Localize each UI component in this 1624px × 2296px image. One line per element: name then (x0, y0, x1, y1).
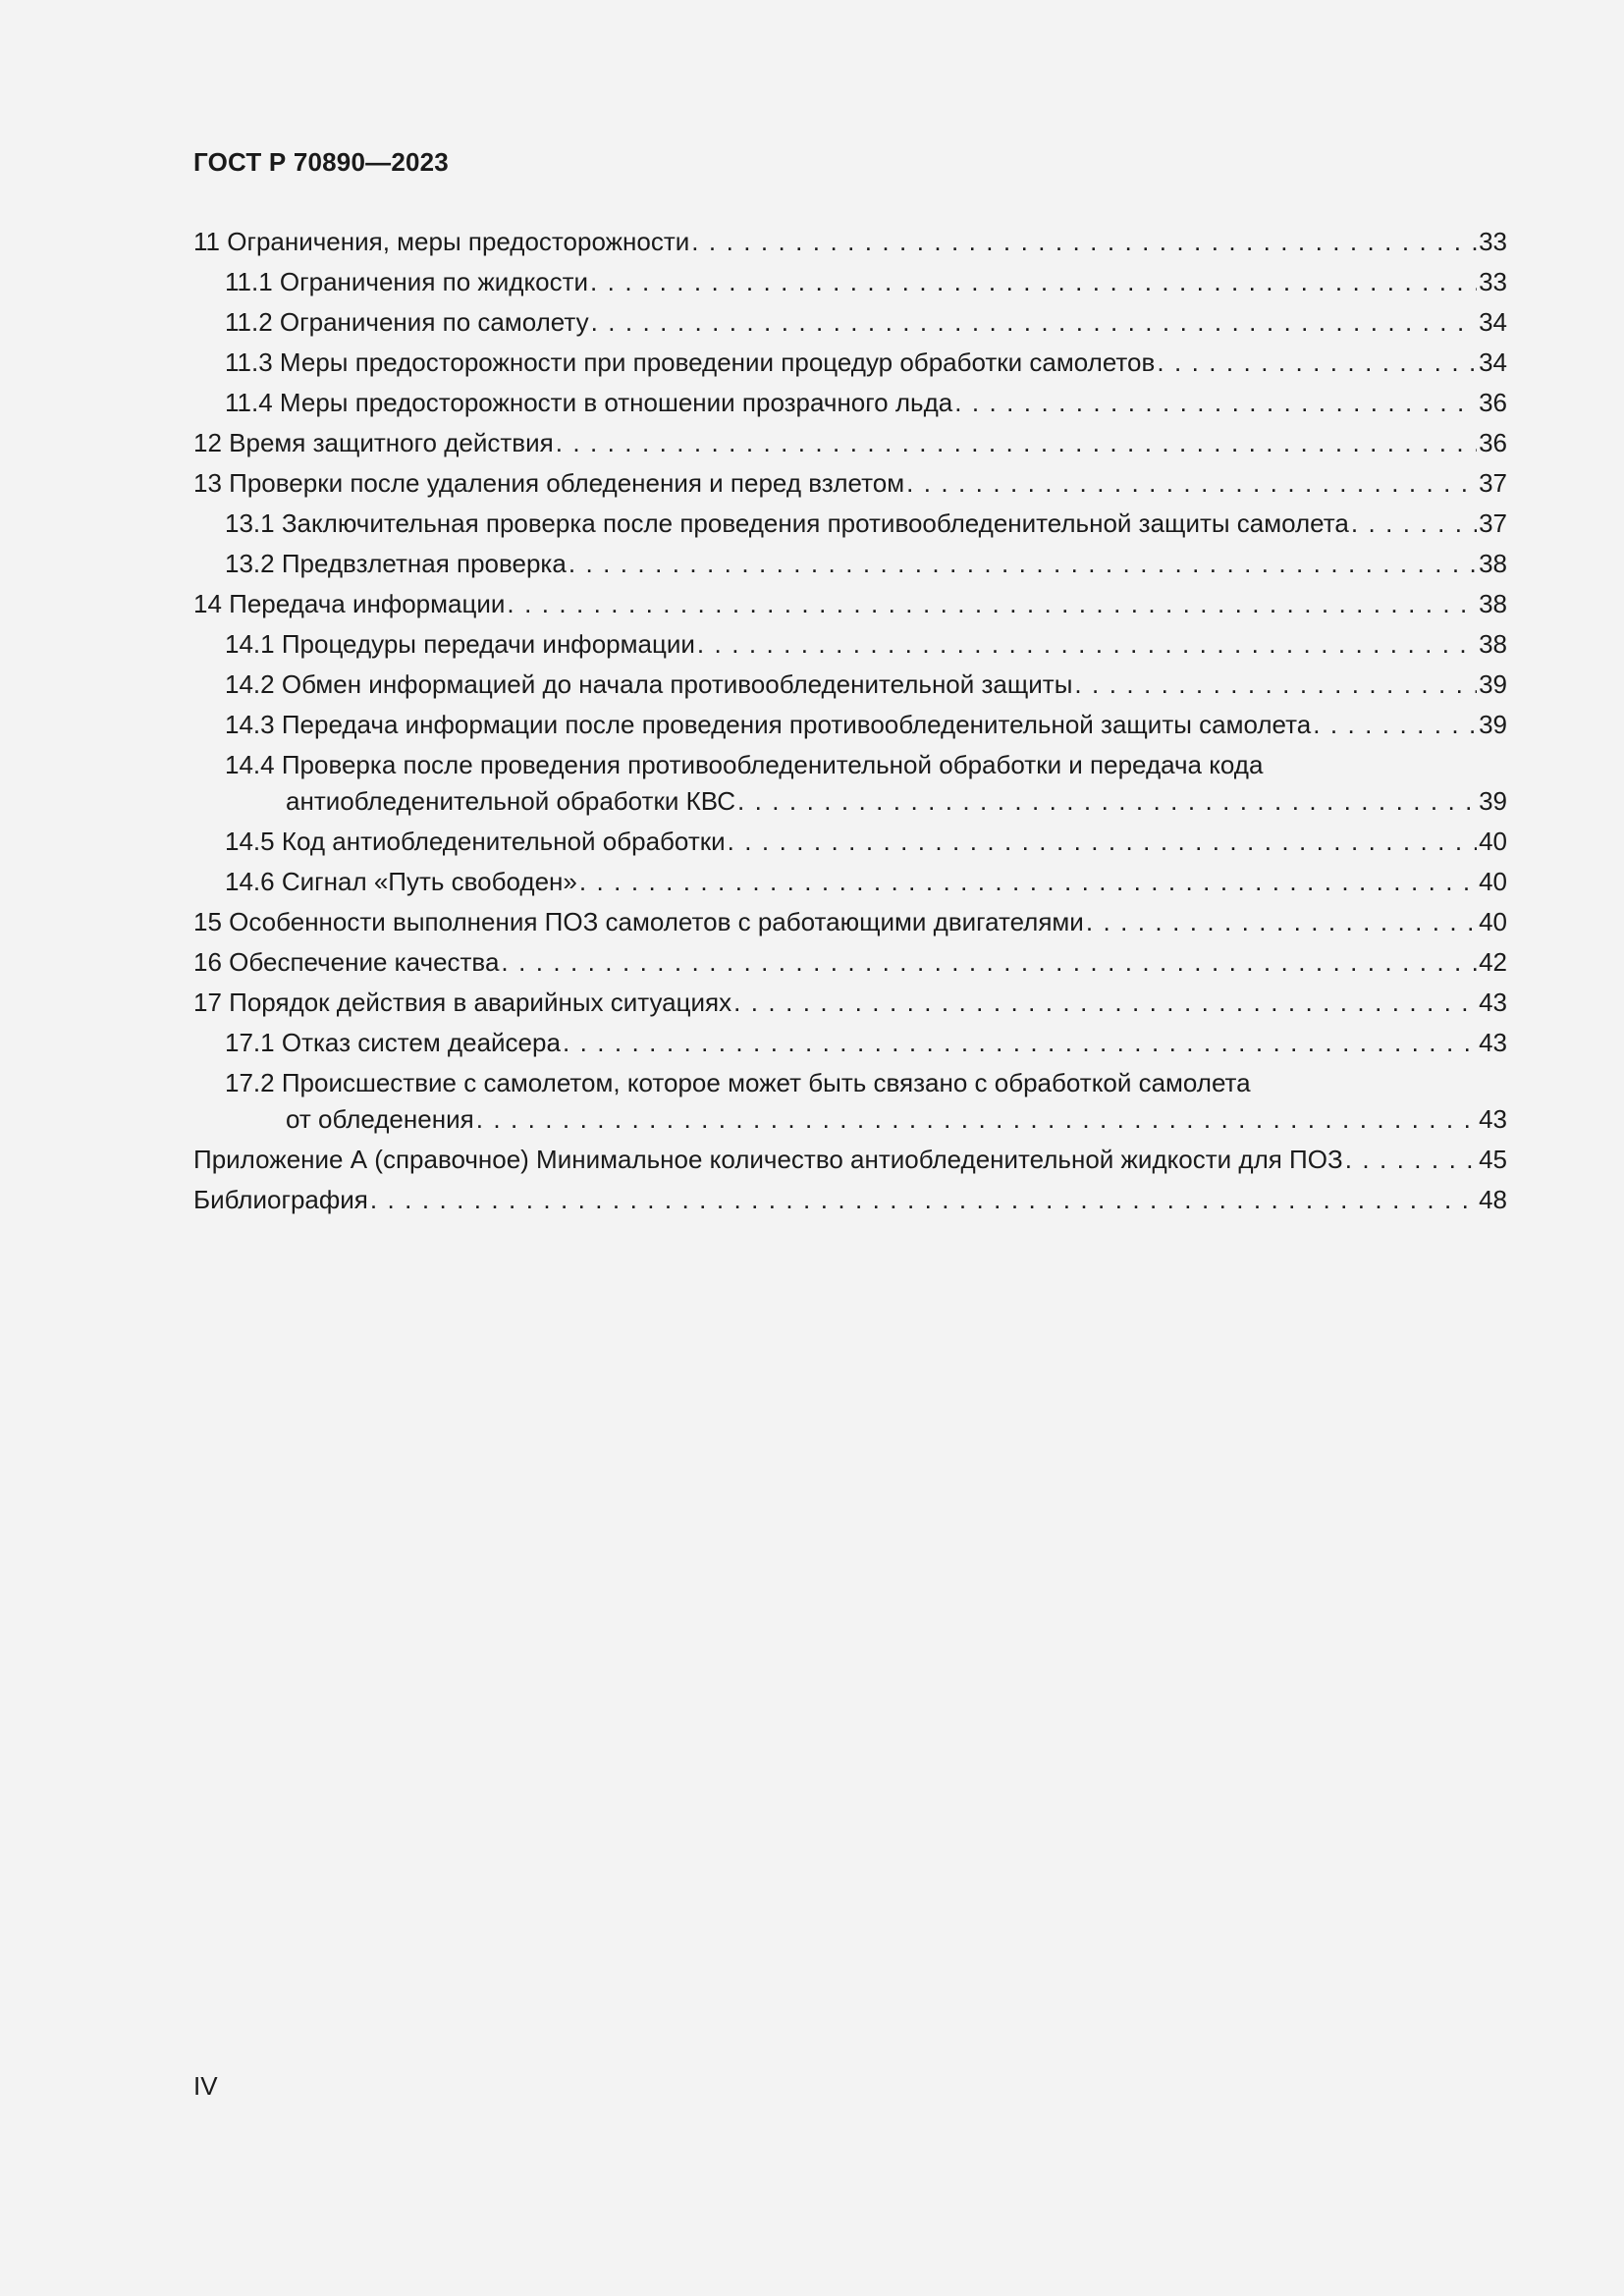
toc-entry[interactable] (193, 665, 1507, 705)
toc-entry[interactable] (193, 343, 1507, 383)
toc-leader-dots (507, 584, 1477, 624)
toc-leader-dots (737, 781, 1477, 822)
toc-leader-dots (370, 1180, 1477, 1220)
toc-entry-title: 17.1 Отказ систем деайсера (225, 1028, 561, 1057)
toc-entry-title: 14.1 Процедуры передачи информации (225, 629, 695, 659)
toc-leader-dots (476, 1099, 1477, 1140)
toc-entry-title: 15 Особенности выполнения ПОЗ самолетов с работающими двигателями (193, 907, 1084, 936)
toc-leader-dots (556, 423, 1477, 463)
toc-page-number: 38 (1479, 549, 1507, 578)
toc-page-number: 43 (1479, 1104, 1507, 1134)
toc-entry[interactable] (193, 705, 1507, 745)
toc-leader-dots (1351, 504, 1477, 544)
toc-leader-dots (1086, 902, 1477, 942)
toc-page-number: 38 (1479, 589, 1507, 618)
toc-leader-dots (579, 862, 1477, 902)
toc-leader-dots (1345, 1140, 1477, 1180)
toc-entry-title: 14.3 Передача информации после проведения противообледенительной защиты самолета (225, 710, 1312, 739)
toc-page-number: 33 (1479, 227, 1507, 256)
toc-entry[interactable] (193, 902, 1507, 942)
toc-page-number: 42 (1479, 947, 1507, 977)
toc-entry-title: 14.2 Обмен информацией до начала противообледенительной защиты (225, 669, 1073, 699)
toc-entry-title: Библиография (193, 1185, 368, 1214)
toc-entry[interactable] (193, 423, 1507, 463)
toc-entry[interactable] (193, 463, 1507, 504)
toc-leader-dots (691, 222, 1477, 262)
toc-entry-title: 17 Порядок действия в аварийных ситуациях (193, 988, 732, 1017)
toc-entry-title: 14.6 Сигнал «Путь свободен» (225, 867, 577, 896)
toc-page-number: 43 (1479, 988, 1507, 1017)
toc-entry-appendix[interactable] (193, 1140, 1507, 1180)
toc-leader-dots (733, 983, 1477, 1023)
toc-entry-title: 14 Передача информации (193, 589, 506, 618)
toc-entry[interactable] (193, 504, 1507, 544)
toc-entry[interactable] (193, 942, 1507, 983)
toc-leader-dots (1313, 705, 1477, 745)
toc-entry[interactable] (193, 1063, 1507, 1140)
toc-entry[interactable] (193, 862, 1507, 902)
toc-page-number: 39 (1479, 786, 1507, 816)
toc-leader-dots (906, 463, 1477, 504)
page-number-footer: IV (193, 2071, 218, 2101)
toc-entry[interactable] (193, 262, 1507, 302)
toc-entry-title: 11.4 Меры предосторожности в отношении прозрачного льда (225, 388, 953, 417)
toc-entry[interactable] (193, 383, 1507, 423)
toc-page-number: 40 (1479, 867, 1507, 896)
toc-entry-bibliography[interactable] (193, 1180, 1507, 1220)
toc-page-number: 39 (1479, 710, 1507, 739)
toc-entry-title: 11.2 Ограничения по самолету (225, 307, 589, 337)
document-code-header: ГОСТ Р 70890—2023 (193, 147, 449, 177)
toc-entry-title: 11.1 Ограничения по жидкости (225, 267, 589, 296)
toc-leader-dots (568, 544, 1477, 584)
toc-leader-dots (1074, 665, 1477, 705)
toc-page-number: 40 (1479, 827, 1507, 856)
toc-page-number: 40 (1479, 907, 1507, 936)
toc-leader-dots (1157, 343, 1477, 383)
toc-entry[interactable] (193, 624, 1507, 665)
toc-leader-dots (954, 383, 1477, 423)
toc-entry[interactable] (193, 983, 1507, 1023)
toc-page-number: 36 (1479, 388, 1507, 417)
toc-entry-title: 11 Ограничения, меры предосторожности (193, 227, 690, 256)
toc-entry-title: Приложение А (справочное) Минимальное количество антиобледенительной жидкости для ПОЗ (193, 1145, 1343, 1174)
toc-entry[interactable] (193, 822, 1507, 862)
toc-entry-title: 14.5 Код антиобледенительной обработки (225, 827, 726, 856)
toc-page-number: 45 (1479, 1145, 1507, 1174)
table-of-contents (193, 222, 1507, 1220)
toc-page-number: 38 (1479, 629, 1507, 659)
toc-page-number: 48 (1479, 1185, 1507, 1214)
toc-entry-title: 13 Проверки после удаления обледенения и перед взлетом (193, 468, 905, 498)
toc-entry-title-continued: антиобледенительной обработки КВС (286, 786, 735, 816)
toc-leader-dots (501, 942, 1477, 983)
toc-page-number: 39 (1479, 669, 1507, 699)
toc-page-number: 37 (1479, 468, 1507, 498)
toc-entry[interactable] (193, 302, 1507, 343)
toc-entry[interactable] (193, 1023, 1507, 1063)
toc-page-number: 43 (1479, 1028, 1507, 1057)
toc-leader-dots (591, 302, 1478, 343)
toc-page-number: 33 (1479, 267, 1507, 296)
toc-entry-title: 11.3 Меры предосторожности при проведении процедур обработки самолетов (225, 347, 1156, 377)
toc-leader-dots (590, 262, 1477, 302)
toc-entry-title: 13.2 Предвзлетная проверка (225, 549, 567, 578)
toc-entry-title: 13.1 Заключительная проверка после проведения противообледенительной защиты самолета (225, 508, 1349, 538)
toc-leader-dots (563, 1023, 1477, 1063)
toc-entry[interactable] (193, 222, 1507, 262)
toc-entry-title: 17.2 Происшествие с самолетом, которое может быть связано с обработкой самолета (225, 1068, 1251, 1097)
toc-page-number: 34 (1479, 347, 1507, 377)
toc-leader-dots (697, 624, 1477, 665)
toc-page-number: 36 (1479, 428, 1507, 457)
toc-entry[interactable] (193, 745, 1507, 822)
toc-leader-dots (728, 822, 1477, 862)
toc-page-number: 34 (1479, 307, 1507, 337)
toc-entry-title: 16 Обеспечение качества (193, 947, 500, 977)
toc-entry-title-continued: от обледенения (286, 1104, 474, 1134)
toc-entry[interactable] (193, 584, 1507, 624)
toc-entry-title: 12 Время защитного действия (193, 428, 554, 457)
toc-page-number: 37 (1479, 508, 1507, 538)
toc-entry-title: 14.4 Проверка после проведения противообледенительной обработки и передача кода (225, 750, 1264, 779)
toc-entry[interactable] (193, 544, 1507, 584)
